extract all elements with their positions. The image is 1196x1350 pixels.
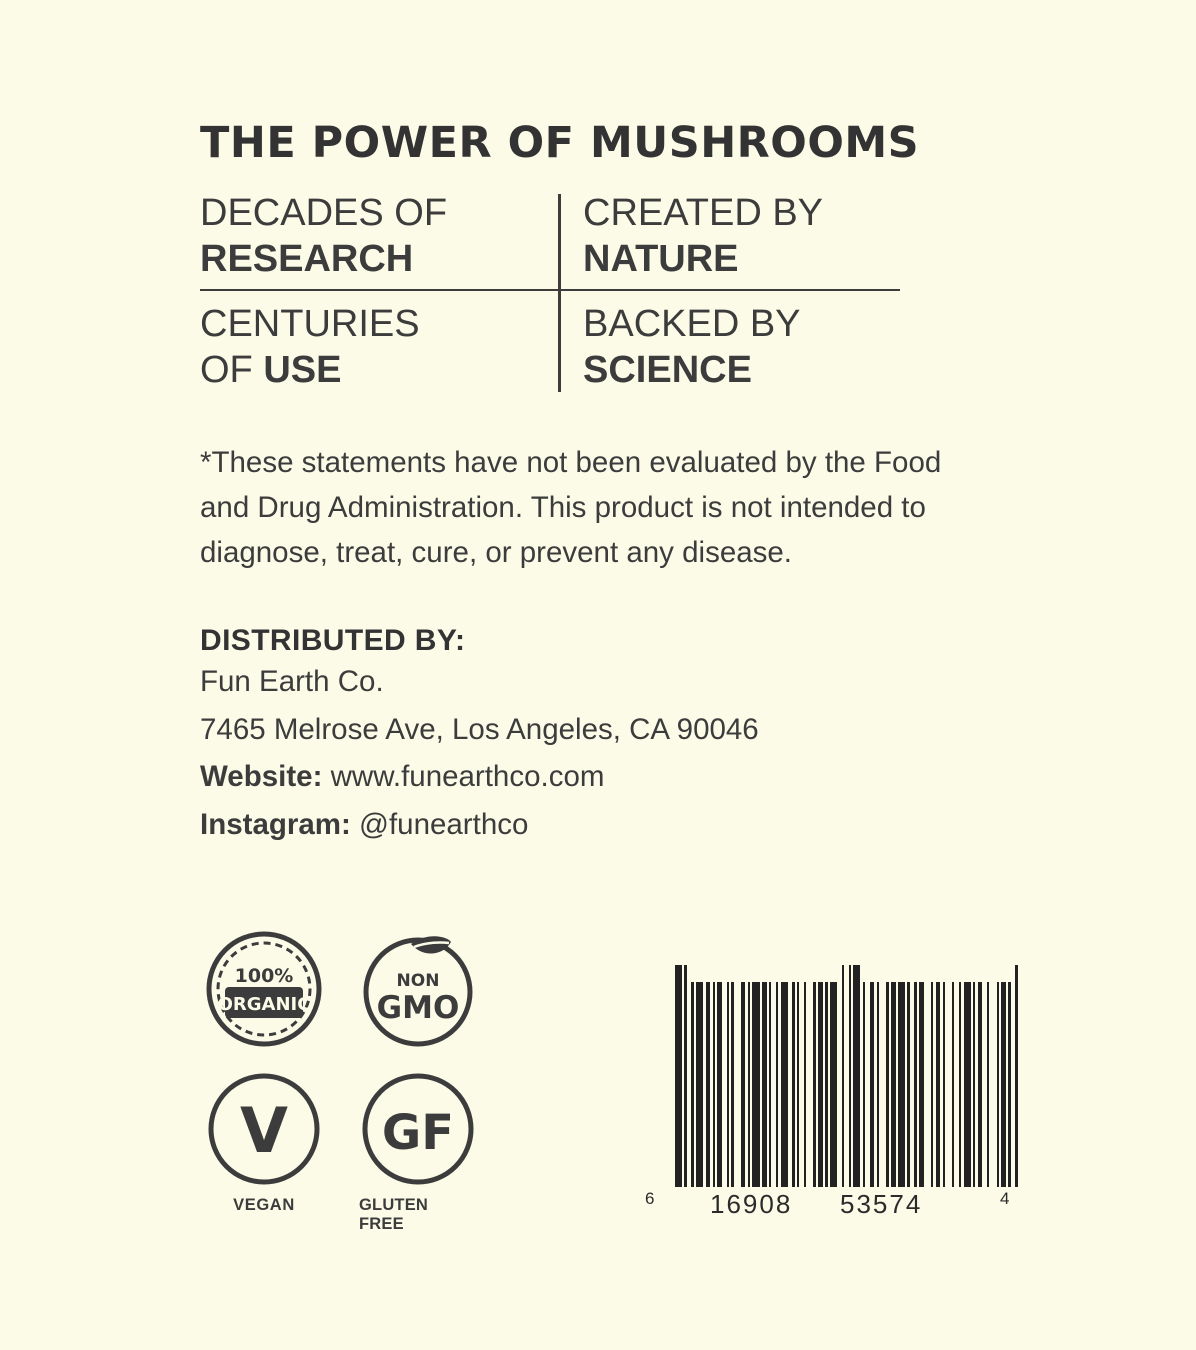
barcode-bar [696,982,703,1187]
barcode-bar [806,982,813,1187]
claim-backed-by-science [555,291,900,402]
instagram-value: @funearthco [359,808,529,842]
barcode-bar [964,982,971,1187]
barcode-bar [675,965,682,1187]
vegan-caption: VEGAN [233,1196,295,1214]
barcode-bar [830,982,837,1187]
badge-gluten-free [359,1070,477,1234]
gluten-free-icon [359,1070,477,1188]
badge-vegan [205,1070,323,1234]
barcode-bar [781,982,788,1187]
certification-badges [205,930,505,1234]
non-gmo-icon [359,930,477,1048]
svg-text:V: V [240,1094,288,1167]
claim-line-light: DECADES OF [200,192,448,234]
barcode-digits [645,1189,1025,1219]
barcode [645,965,1025,1219]
claim-line-bold: USE [263,349,342,392]
svg-text:NON: NON [396,971,440,991]
svg-text:100%: 100% [234,965,294,987]
distributed-by-heading: DISTRIBUTED BY: [200,623,466,657]
claim-line-bold: RESEARCH [200,238,414,281]
svg-text:GF: GF [381,1105,455,1161]
distributor-address: 7465 Melrose Ave, Los Angeles, CA 90046 [200,712,759,746]
distributor-company: Fun Earth Co. [200,664,384,698]
barcode-right-group: 53574 [840,1189,923,1219]
barcode-bar [1018,965,1025,1187]
claim-decades-of-research [200,190,555,291]
svg-text:ORGANIC: ORGANIC [217,994,311,1015]
distributor-website [200,753,996,801]
claim-line-light-2: OF [200,349,264,392]
website-value: www.funearthco.com [330,760,605,794]
claim-line-bold: SCIENCE [583,349,752,392]
barcode-bar [898,982,905,1187]
barcode-bar [989,982,996,1187]
instagram-label: Instagram: [200,808,351,842]
barcode-bar [853,965,860,1187]
website-label: Website: [200,760,323,794]
claim-created-by-nature [555,190,900,291]
organic-icon [205,930,323,1048]
badge-non-gmo [359,930,477,1048]
barcode-bar [752,982,759,1187]
badge-row-bottom [205,1070,505,1234]
svg-text:GMO: GMO [376,990,460,1026]
barcode-bar [879,982,886,1187]
claim-line-light: CENTURIES [200,302,420,345]
claim-line-bold: NATURE [583,238,739,281]
claim-centuries-of-use [200,291,555,402]
claim-line-light: BACKED BY [583,302,801,345]
barcode-bar [734,982,741,1187]
gluten-free-caption: GLUTEN FREE [359,1196,429,1233]
barcode-bars [645,965,1025,1187]
claim-line-light: CREATED BY [583,192,824,234]
barcode-left-group: 16908 [710,1189,793,1219]
barcode-bar [945,982,952,1187]
badge-organic [205,930,323,1048]
barcode-bar [924,982,931,1187]
fda-disclaimer: *These statements have not been evaluated by the Food and Drug Administration. This product is not intended to diagnose, treat, cure, or prevent any disease. [200,446,942,570]
distributor-instagram [200,801,996,849]
barcode-first-digit: 6 [645,1189,655,1208]
claims-grid [200,190,900,401]
barcode-last-digit: 4 [1000,1189,1010,1208]
page-title: THE POWER OF MUSHROOMS [200,118,920,168]
vegan-icon [205,1070,323,1188]
badge-row-top [205,930,505,1048]
